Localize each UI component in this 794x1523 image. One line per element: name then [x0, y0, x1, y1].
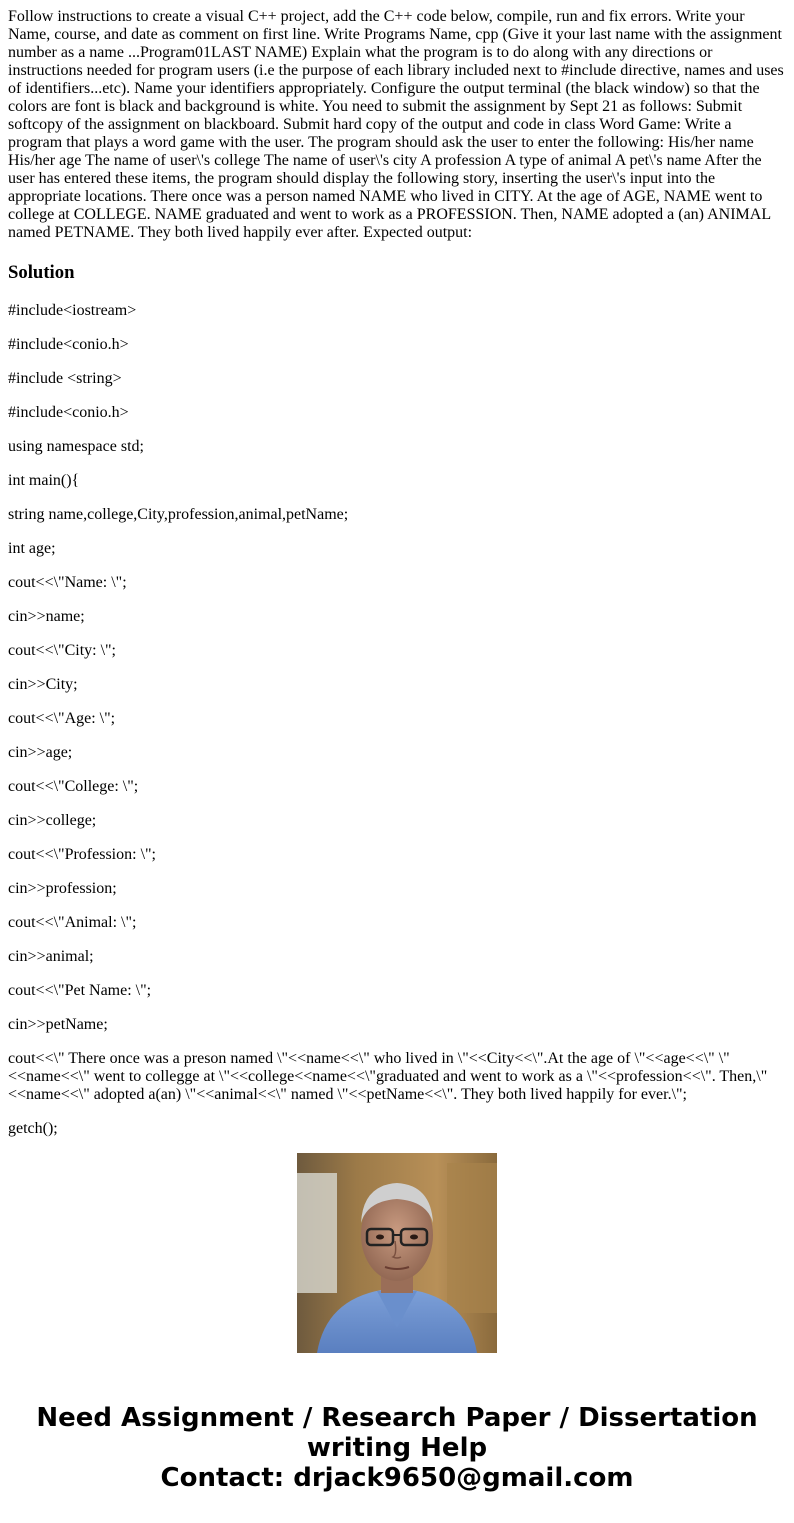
- code-line: cin>>profession;: [8, 880, 117, 897]
- banner-line-1: Need Assignment / Research Paper / Dissertation: [36, 1403, 758, 1433]
- code-block: [8, 302, 786, 1138]
- code-line: cout<<\"Profession: \";: [8, 846, 156, 863]
- banner-contact: Contact: drjack9650@gmail.com: [160, 1463, 634, 1493]
- question-text: Follow instructions to create a visual C++ project, add the C++ code below, compile, run and fix errors. Write your Name, course, and date as comment on first line. Write Programs Name, cpp (Give it your last name with the assignment number as a name ...Program01LAST NAME) Explain what the program is to do along with any directions or instructions needed for program users (i.e the purpose of each library included next to #include directive, names and uses of identifiers...etc). Name your identifiers appropriately. Configure the output terminal (the black window) so that the colors are font is black and background is white. You need to submit the assignment by Sept 21 as follows: Submit softcopy of the assignment on blackboard. Submit hard copy of the output and code in class Word Game: Write a program that plays a word game with the user. The program should ask the user to enter the following: His/her name His/her age The name of user\'s college The name of user\'s city A profession A type of animal A pet\'s name After the user has entered these items, the program should display the following story, inserting the user\'s input into the appropriate locations. There once was a person named NAME who lived in CITY. At the age of AGE, NAME went to college at COLLEGE. NAME graduated and went to work as a PROFESSION. Then, NAME adopted a (an) ANIMAL named PETNAME. They both lived happily ever after. Expected output:: [8, 8, 784, 241]
- code-line: cin>>college;: [8, 812, 97, 829]
- document-content: [8, 0, 786, 1137]
- code-line: int age;: [8, 540, 56, 557]
- author-photo: [297, 1153, 497, 1353]
- code-line: cout<<\"Name: \";: [8, 574, 127, 591]
- code-line: cin>>age;: [8, 744, 73, 761]
- code-line: cin>>animal;: [8, 948, 94, 965]
- author-avatar: [297, 1153, 497, 1353]
- banner-line-2: writing Help: [306, 1433, 488, 1463]
- code-line: int main(){: [8, 472, 80, 489]
- code-line: cout<<\"City: \";: [8, 642, 116, 659]
- code-line: getch();: [8, 1120, 58, 1137]
- code-line: cin>>City;: [8, 676, 78, 693]
- contact-banner: [0, 1403, 794, 1493]
- code-line: cout<<\"Age: \";: [8, 710, 116, 727]
- code-line: #include<conio.h>: [8, 336, 129, 353]
- code-line: string name,college,City,profession,animal,petName;: [8, 506, 349, 523]
- solution-heading: Solution: [8, 262, 75, 283]
- code-line: #include <string>: [8, 370, 122, 387]
- code-line: cout<<\"Animal: \";: [8, 914, 137, 931]
- code-line: cout<<\"Pet Name: \";: [8, 982, 152, 999]
- code-line: #include<conio.h>: [8, 404, 129, 421]
- code-line: using namespace std;: [8, 438, 144, 455]
- code-line: cout<<\" There once was a preson named \"<<name<<\" who lived in \"<<City<<\".At the age of \"<<age<<\" \"<<name<<\" went to collegge at \"<<college<<name<<\"graduated and went to work as a \"<<profession<<\". Then,\"<<name<<\" adopted a(an) \"<<animal<<\" named \"<<petName<<\". They both lived happily for ever.\";: [8, 1050, 768, 1103]
- code-line: cin>>petName;: [8, 1016, 108, 1033]
- code-line: cout<<\"College: \";: [8, 778, 139, 795]
- code-line: cin>>name;: [8, 608, 85, 625]
- code-line: #include<iostream>: [8, 302, 137, 319]
